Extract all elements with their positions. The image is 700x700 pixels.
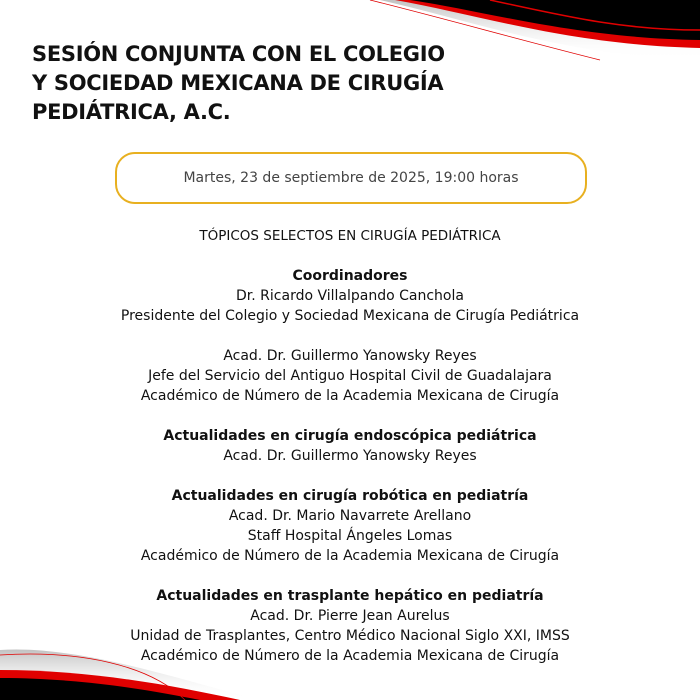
talk-block — [0, 486, 700, 566]
speaker-affiliation: Académico de Número de la Academia Mexicana de Cirugía — [140, 548, 560, 564]
coordinator-role: Presidente del Colegio y Sociedad Mexicana de Cirugía Pediátrica — [120, 308, 580, 324]
talk-block — [0, 426, 700, 466]
speaker-name: Acad. Dr. Mario Navarrete Arellano — [228, 508, 472, 524]
coordinator-name: Dr. Ricardo Villalpando Canchola — [236, 288, 464, 304]
speaker-name: Acad. Dr. Pierre Jean Aurelus — [250, 608, 450, 624]
coordinator-role: Jefe del Servicio del Antiguo Hospital Civil de Guadalajara — [148, 368, 552, 384]
speaker-name: Acad. Dr. Guillermo Yanowsky Reyes — [223, 448, 477, 464]
talk-block — [0, 586, 700, 666]
speaker-affiliation: Staff Hospital Ángeles Lomas — [247, 528, 453, 544]
talk-title: Actualidades en cirugía endoscópica pediátrica — [163, 428, 537, 444]
title-line: SESIÓN CONJUNTA CON EL COLEGIO — [32, 42, 445, 66]
program — [0, 226, 700, 686]
coordinator-role: Académico de Número de la Academia Mexicana de Cirugía — [140, 388, 560, 404]
talk-title: Actualidades en trasplante hepático en pediatría — [156, 588, 544, 604]
speaker-affiliation: Académico de Número de la Academia Mexicana de Cirugía — [140, 648, 560, 664]
title-line: Y SOCIEDAD MEXICANA DE CIRUGÍA — [32, 71, 444, 95]
coordinators-heading: Coordinadores — [292, 268, 408, 284]
speaker-affiliation: Unidad de Trasplantes, Centro Médico Nacional Siglo XXI, IMSS — [130, 628, 570, 644]
page-title — [32, 40, 445, 127]
coordinator2-block — [0, 346, 700, 406]
date-box — [115, 152, 587, 204]
talk-title: Actualidades en cirugía robótica en pediatría — [171, 488, 529, 504]
coordinator-name: Acad. Dr. Guillermo Yanowsky Reyes — [223, 348, 477, 364]
event-date: Martes, 23 de septiembre de 2025, 19:00 horas — [183, 170, 519, 186]
coordinators-block — [0, 266, 700, 326]
title-line: PEDIÁTRICA, A.C. — [32, 100, 231, 124]
topic-heading: TÓPICOS SELECTOS EN CIRUGÍA PEDIÁTRICA — [199, 228, 501, 244]
